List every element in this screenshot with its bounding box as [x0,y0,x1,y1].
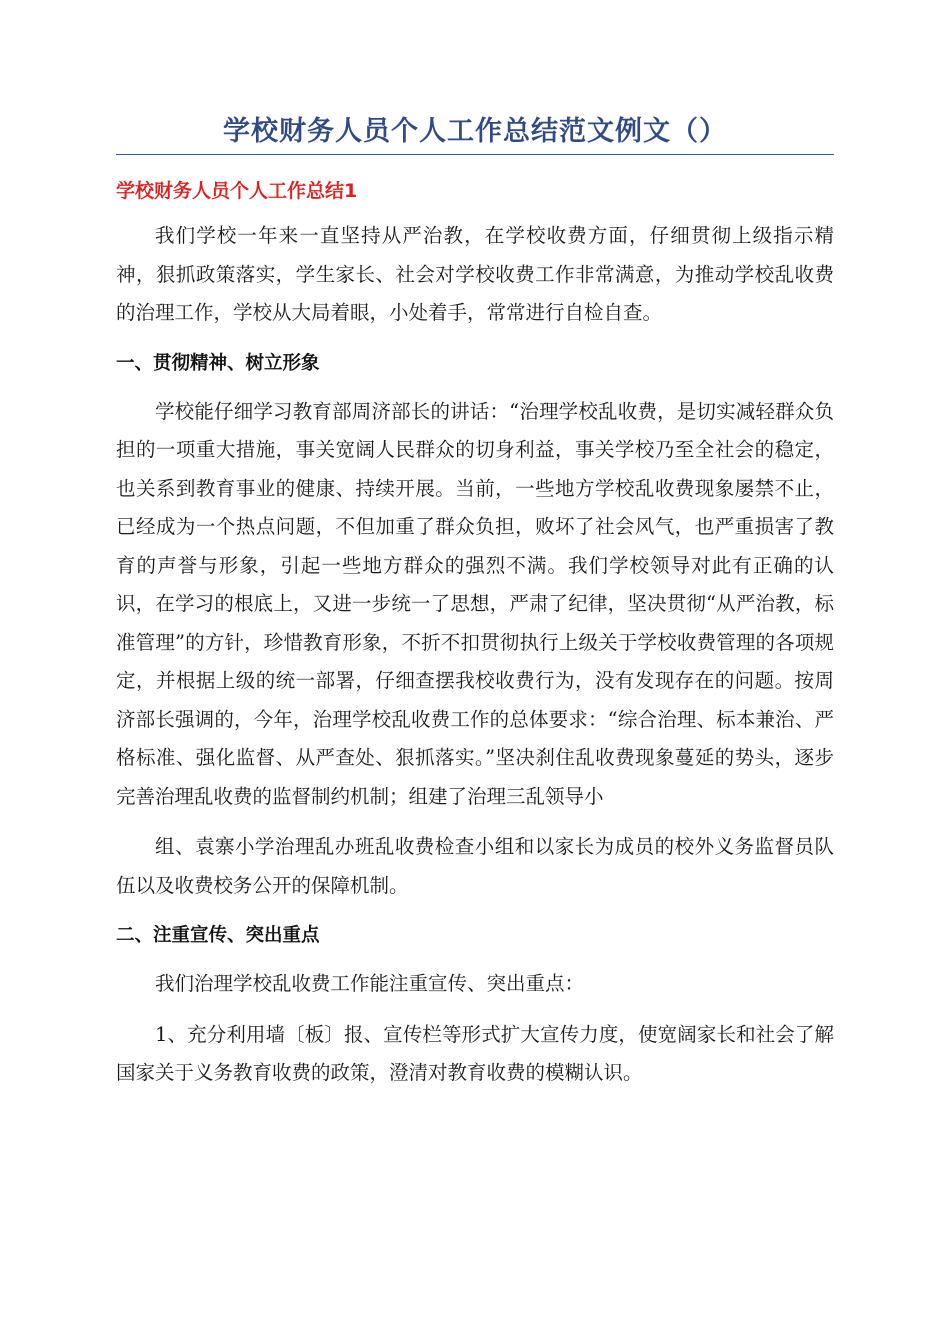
section-1-heading: 一、贯彻精神、树立形象 [116,352,320,374]
document-page [116,112,834,1093]
section-1-paragraph-1: 学校能仔细学习教育部周济部长的讲话：“治理学校乱收费，是切实减轻群众负担的一项重大措施，事关宽阔人民群众的切身利益，事关学校乃至全社会的稳定，也关系到教育事业的健康、持续开展。当前，一些地方学校乱收费现象屡禁不止，已经成为一个热点问题，不但加重了群众负担，败坏了社会风气，也严重损害了教育的声誉与形象，引起一些地方群众的强烈不满。我们学校领导对此有正确的认识，在学习的根底上，又进一步统一了思想，严肃了纪律，坚决贯彻“从严治教，标准管理”的方针，珍惜教育形象，不折不扣贯彻执行上级关于学校收费管理的各项规定，并根据上级的统一部署，仔细查摆我校收费行为，没有发现存在的问题。按周济部长强调的，今年，治理学校乱收费工作的总体要求：“综合治理、标本兼治、严格标准、强化监督、从严查处、狠抓落实。”坚决刹住乱收费现象蔓延的势头，逐步完善治理乱收费的监督制约机制；组建了治理三乱领导小 [116,399,834,808]
section-2-paragraph-1: 我们治理学校乱收费工作能注重宣传、突出重点： [155,972,585,995]
section-2-paragraph-2: 1、充分利用墙〔板〕报、宣传栏等形式扩大宣传力度，使宽阔家长和社会了解国家关于义务教育收费的政策，澄清对教育收费的模糊认识。 [116,1022,834,1084]
document-subtitle: 学校财务人员个人工作总结1 [116,180,358,202]
intro-paragraph: 我们学校一年来一直坚持从严治教，在学校收费方面，仔细贯彻上级指示精神，狠抓政策落实，学生家长、社会对学校收费工作非常满意，为推动学校乱收费的治理工作，学校从大局着眼，小处着手，常常进行自检自查。 [116,224,834,324]
document-title: 学校财务人员个人工作总结范文例文（） [116,112,834,155]
section-1-paragraph-2: 组、袁寨小学治理乱办班乱收费检查小组和以家长为成员的校外义务监督员队伍以及收费校务公开的保障机制。 [116,835,834,897]
section-2-heading: 二、注重宣传、突出重点 [116,925,320,946]
